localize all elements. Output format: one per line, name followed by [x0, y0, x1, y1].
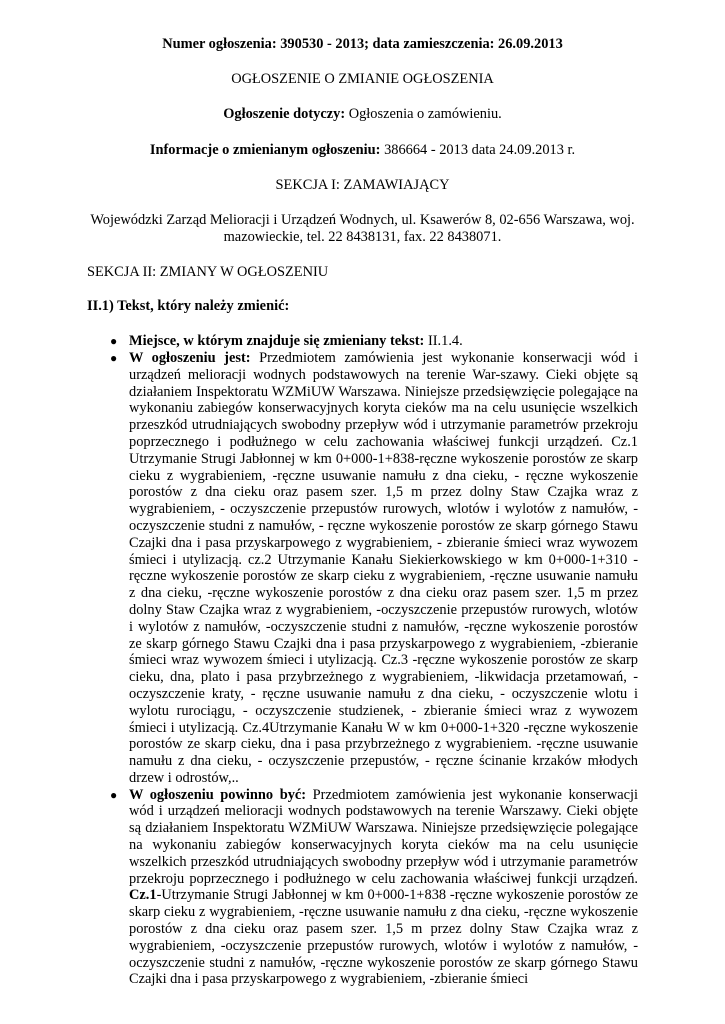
item-text: Przedmiotem zamówienia jest wykonanie konserwacji wód i urządzeń melioracji wodnych podstawowych na terenie War-szawy. Cieki objęte są działaniem Inspektoratu WZMiUW Warszawa. Niniejsze przedsięwzięcie polegające na wykonaniu zabiegów konserwacyjnych koryta cieków ma na celu usunięcie wszelkich przeszkód utrudniających swobodny przepływ wód i utrzymanie parametrów przekroju poprzecznego i podłużnego w celu zachowania właściwej funkcji urządzeń. Cz.1 Utrzymanie Strugi Jabłonnej w km 0+000-1+838-ręczne wykoszenie porostów ze skarp cieku z wygrabieniem, -ręczne usuwanie namułu z dna cieku, - ręczne wykoszenie porostów z dna cieku oraz pasem szer. 1,5 m przez dolny Staw Czajka wraz z wygrabieniem, - oczyszczenie przepustów rurowych, wlotów i wylotów z namułów, - oczyszczenie studni z namułów, - ręczne wykoszenie porostów ze skarp górnego Stawu Czajki dna i pasa przyskarpowego z wygrabieniem, - zbieranie śmieci wraz wywozem śmieci i utylizacją. cz.2 Utrzymanie Kanału Siekierkowskiego w km 0+000-1+310 -ręczne wykoszenie porostów ze skarp cieku z wygrabieniem, -ręczne usuwanie namułu z dna cieku, -ręczne wykoszenie porostów z dna cieku oraz pasem szer. 1,5 m przez dolny Staw Czajka wraz z wygrabieniem, -oczyszczenie przepustów rurowych, wlotów i wylotów z namułów, -oczyszczenie studni z namułów, -ręczne wykoszenie porostów ze skarp górnego Stawu Czajki dna i pasa przyskarpowego z wygrabieniem, -zbieranie śmieci wraz wywozem śmieci i utylizacją. Cz.3 -ręczne wykoszenie porostów ze skarp cieku, dna, plato i pasa przybrzeżnego z wygrabieniem, -likwidacja przetamowań, - oczyszczenie kraty, - ręczne usuwanie namułu z dna cieku, - oczyszczenie wlotu i wylotu rurociągu, - oczyszczenie studzienek, - zbieranie śmieci wraz z wywozem śmieci i utylizacją. Cz.4Utrzymanie Kanału W w km 0+000-1+320 -ręczne wykoszenie porostów ze skarp cieku, dna i pasa przybrzeżnego z wygrabieniem. -ręczne usuwanie namułu z dna cieku, - oczyszczenie przepustów, - ręczne ścinanie krzaków młodych drzew i odrostów,..: [129, 349, 639, 786]
notice-title: OGŁOSZENIE O ZMIANIE OGŁOSZENIA: [231, 70, 494, 87]
list-item: [87, 787, 638, 989]
changed-notice-info-value: 386664 - 2013 data 24.09.2013 r.: [380, 142, 576, 159]
changed-notice-info-label: Informacje o zmienianym ogłoszeniu:: [149, 142, 381, 159]
notice-concerns: [87, 106, 638, 123]
item-text: II.1.4.: [424, 333, 463, 350]
bullet-icon: ●: [110, 334, 118, 349]
changes-list: [87, 333, 638, 988]
notice-concerns-label: Ogłoszenie dotyczy:: [223, 105, 346, 122]
item-text: Przedmiotem zamówienia jest wykonanie konserwacji wód i urządzeń melioracji wodnych podstawowych na terenie Warszawy. Cieki objęte są działaniem Inspektoratu WZMiUW Warszawa. Niniejsze przedsięwzięcie polegające na wykonaniu zabiegów konserwacyjnych koryta cieków ma na celu usunięcie wszelkich przeszkód utrudniających swobodny przepływ wód i utrzymanie parametrów przekroju poprzecznego i podłużnego w celu zachowania właściwej funkcji urządzeń.: [129, 786, 638, 887]
list-item: [87, 333, 638, 350]
item-label: Miejsce, w którym znajduje się zmieniany tekst:: [129, 333, 425, 350]
item-label: W ogłoszeniu powinno być:: [129, 786, 307, 803]
section-2-subheading: II.1) Tekst, który należy zmienić:: [87, 298, 290, 315]
section-2-heading: SEKCJA II: ZMIANY W OGŁOSZENIU: [87, 263, 329, 280]
notice-concerns-value: Ogłoszenia o zamówieniu.: [345, 105, 502, 122]
item-label: W ogłoszeniu jest:: [129, 349, 251, 366]
section-1-contracting-authority: Wojewódzki Zarząd Melioracji i Urządzeń Wodnych, ul. Ksawerów 8, 02-656 Warszawa, woj. mazowieckie, tel. 22 8438131, fax. 22 8438071.: [90, 211, 635, 245]
bullet-icon: ●: [110, 787, 118, 802]
notice-number: Numer ogłoszenia: 390530 - 2013; data zamieszczenia: 26.09.2013: [162, 36, 563, 52]
item-text-continued: -Utrzymanie Strugi Jabłonnej w km 0+000-1+838 -ręczne wykoszenie porostów ze skarp cieku z wygrabieniem, -ręczne usuwanie namułu z dna cieku, -ręczne wykoszenie porostów z dna cieku oraz pasem szer. 1,5 m przez dolny Staw Czajka wraz z wygrabieniem, -oczyszczenie przepustów rurowych, wlotów i wylotów z namułów, -oczyszczenie studni z namułów, -ręczne wykoszenie porostów ze skarp górnego Stawu Czajki dna i pasa przyskarpowego z wygrabieniem, -zbieranie śmieci: [129, 887, 638, 988]
list-item: [87, 350, 638, 787]
item-text-bold: Cz.1: [129, 887, 157, 904]
bullet-icon: ●: [110, 350, 118, 365]
section-1-heading: SEKCJA I: ZAMAWIAJĄCY: [275, 177, 450, 194]
changed-notice-info: [87, 142, 638, 159]
